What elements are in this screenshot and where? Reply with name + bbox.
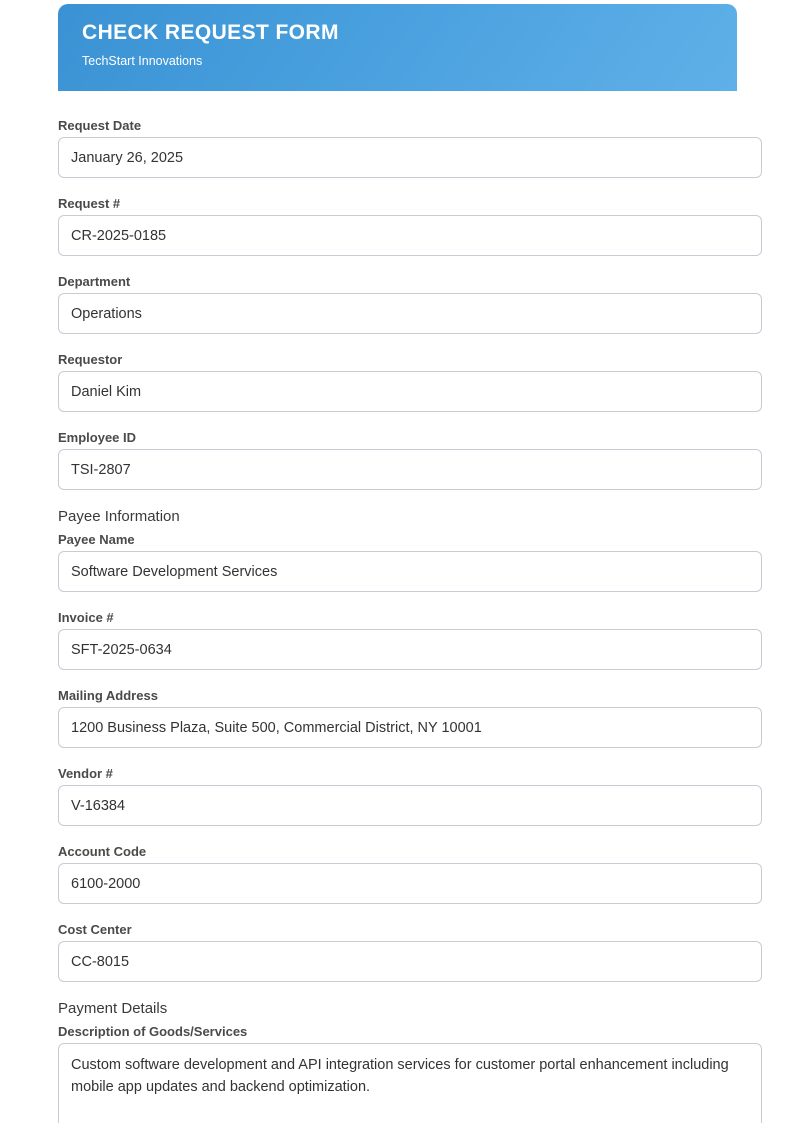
department-label: Department bbox=[58, 274, 131, 289]
field-requestor bbox=[58, 352, 762, 412]
request-date-label: Request Date bbox=[58, 118, 142, 133]
cost-center-label: Cost Center bbox=[58, 922, 132, 937]
cost-center-input[interactable] bbox=[58, 941, 762, 982]
requestor-input[interactable] bbox=[58, 371, 762, 412]
field-payee-name bbox=[58, 532, 762, 592]
payee-name-label: Payee Name bbox=[58, 532, 135, 547]
mailing-address-input[interactable] bbox=[58, 707, 762, 748]
field-invoice-number bbox=[58, 610, 762, 670]
field-vendor-number bbox=[58, 766, 762, 826]
invoice-number-input[interactable] bbox=[58, 629, 762, 670]
field-cost-center bbox=[58, 922, 762, 982]
employee-id-label: Employee ID bbox=[58, 430, 137, 445]
payee-name-input[interactable] bbox=[58, 551, 762, 592]
description-label: Description of Goods/Services bbox=[58, 1024, 248, 1039]
description-textarea[interactable] bbox=[58, 1043, 762, 1123]
check-request-form bbox=[58, 0, 762, 1123]
employee-id-input[interactable] bbox=[58, 449, 762, 490]
field-department bbox=[58, 274, 762, 334]
field-request-date bbox=[58, 118, 762, 178]
request-number-label: Request # bbox=[58, 196, 121, 211]
invoice-number-label: Invoice # bbox=[58, 610, 114, 625]
request-date-input[interactable] bbox=[58, 137, 762, 178]
field-request-number bbox=[58, 196, 762, 256]
vendor-number-label: Vendor # bbox=[58, 766, 113, 781]
company-name: TechStart Innovations bbox=[82, 54, 203, 68]
vendor-number-input[interactable] bbox=[58, 785, 762, 826]
section-payee-information: Payee Information bbox=[58, 508, 180, 525]
department-input[interactable] bbox=[58, 293, 762, 334]
form-header-banner bbox=[58, 4, 737, 91]
requestor-label: Requestor bbox=[58, 352, 123, 367]
page-title: CHECK REQUEST FORM bbox=[82, 21, 339, 44]
request-number-input[interactable] bbox=[58, 215, 762, 256]
account-code-input[interactable] bbox=[58, 863, 762, 904]
account-code-label: Account Code bbox=[58, 844, 147, 859]
field-description bbox=[58, 1024, 762, 1123]
field-employee-id bbox=[58, 430, 762, 490]
field-mailing-address bbox=[58, 688, 762, 748]
field-account-code bbox=[58, 844, 762, 904]
mailing-address-label: Mailing Address bbox=[58, 688, 158, 703]
section-payment-details: Payment Details bbox=[58, 1000, 168, 1017]
